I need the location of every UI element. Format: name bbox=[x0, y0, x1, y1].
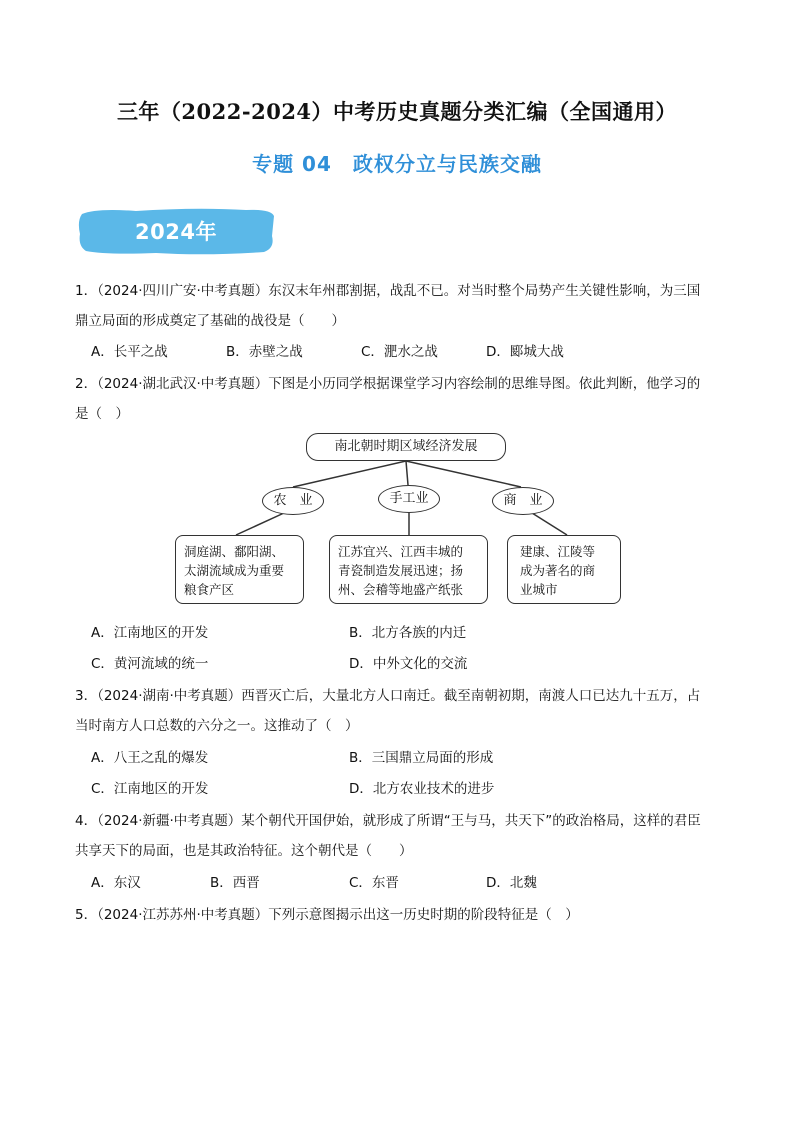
q4-option-d[interactable]: D．北魏 bbox=[486, 875, 537, 891]
q4-option-b[interactable]: B．西晋 bbox=[210, 875, 260, 891]
mindmap-handicraft-box bbox=[329, 535, 488, 604]
q2-option-c[interactable]: C．黄河流域的统一 bbox=[91, 656, 209, 672]
q3-line-1: 3．（2024·湖南·中考真题）西晋灭亡后，大量北方人口南迁。截至南朝初期，南渡人口已达九十五万，占 bbox=[75, 688, 701, 704]
mindmap-branch-commerce: 商 业 bbox=[492, 487, 554, 515]
q4-option-a[interactable]: A．东汉 bbox=[91, 875, 141, 891]
year-badge-label: 2024年 bbox=[135, 220, 217, 244]
mindmap-commerce-line: 业城市 bbox=[520, 582, 558, 597]
mindmap-commerce-line: 成为著名的商 bbox=[520, 563, 596, 578]
q2-option-d[interactable]: D．中外文化的交流 bbox=[349, 656, 468, 672]
mindmap-title: 南北朝时期区域经济发展 bbox=[306, 433, 506, 461]
q4-line-1: 4．（2024·新疆·中考真题）某个朝代开国伊始，就形成了所谓“王与马，共天下”的政治格局，这样的君臣 bbox=[75, 813, 701, 829]
mindmap-agriculture-line: 粮食产区 bbox=[184, 582, 235, 597]
q3-line-2: 当时南方人口总数的六分之一。这推动了（ ） bbox=[75, 718, 359, 734]
q2-line-1: 2．（2024·湖北武汉·中考真题）下图是小历同学根据课堂学习内容绘制的思维导图。依此判断，他学习的 bbox=[75, 376, 701, 392]
q3-option-d[interactable]: D．北方农业技术的进步 bbox=[349, 781, 495, 797]
q1-option-c[interactable]: C．淝水之战 bbox=[361, 344, 438, 360]
page-title: 三年（2022-2024）中考历史真题分类汇编（全国通用） bbox=[116, 99, 678, 124]
q5-line-1: 5．（2024·江苏苏州·中考真题）下列示意图揭示出这一历史时期的阶段特征是（ ） bbox=[75, 907, 579, 923]
mindmap-agriculture-box bbox=[175, 535, 304, 604]
q4-line-2: 共享天下的局面，也是其政治特征。这个朝代是（ ） bbox=[75, 843, 413, 859]
q3-option-c[interactable]: C．江南地区的开发 bbox=[91, 781, 209, 797]
q1-line-2: 鼎立局面的形成奠定了基础的战役是（ ） bbox=[75, 313, 345, 329]
mindmap-agriculture-line: 太湖流域成为重要 bbox=[184, 563, 285, 578]
topic-subtitle: 专题 04 政权分立与民族交融 bbox=[252, 152, 542, 176]
mindmap-branch-handicraft: 手工业 bbox=[378, 485, 440, 513]
mindmap-handicraft-line: 江苏宜兴、江西丰城的 bbox=[338, 544, 464, 559]
mindmap-commerce-line: 建康、江陵等 bbox=[520, 544, 596, 559]
q3-option-a[interactable]: A．八王之乱的爆发 bbox=[91, 750, 209, 766]
q3-option-b[interactable]: B．三国鼎立局面的形成 bbox=[349, 750, 494, 766]
q2-option-a[interactable]: A．江南地区的开发 bbox=[91, 625, 209, 641]
q4-option-c[interactable]: C．东晋 bbox=[349, 875, 399, 891]
q1-option-b[interactable]: B．赤壁之战 bbox=[226, 344, 303, 360]
mindmap-agriculture-line: 洞庭湖、鄱阳湖、 bbox=[184, 544, 285, 559]
q2-line-2: 是（ ） bbox=[75, 406, 129, 422]
q1-option-a[interactable]: A．长平之战 bbox=[91, 344, 168, 360]
mindmap-handicraft-line: 州、会稽等地盛产纸张 bbox=[338, 582, 464, 597]
mindmap-commerce-box bbox=[507, 535, 621, 604]
q1-option-d[interactable]: D．郾城大战 bbox=[486, 344, 564, 360]
mindmap-branch-agriculture: 农 业 bbox=[262, 487, 324, 515]
q1-line-1: 1．（2024·四川广安·中考真题）东汉末年州郡割据，战乱不已。对当时整个局势产生关键性影响，为三国 bbox=[75, 283, 701, 299]
q2-option-b[interactable]: B．北方各族的内迁 bbox=[349, 625, 467, 641]
mindmap-handicraft-line: 青瓷制造发展迅速；扬 bbox=[338, 563, 464, 578]
